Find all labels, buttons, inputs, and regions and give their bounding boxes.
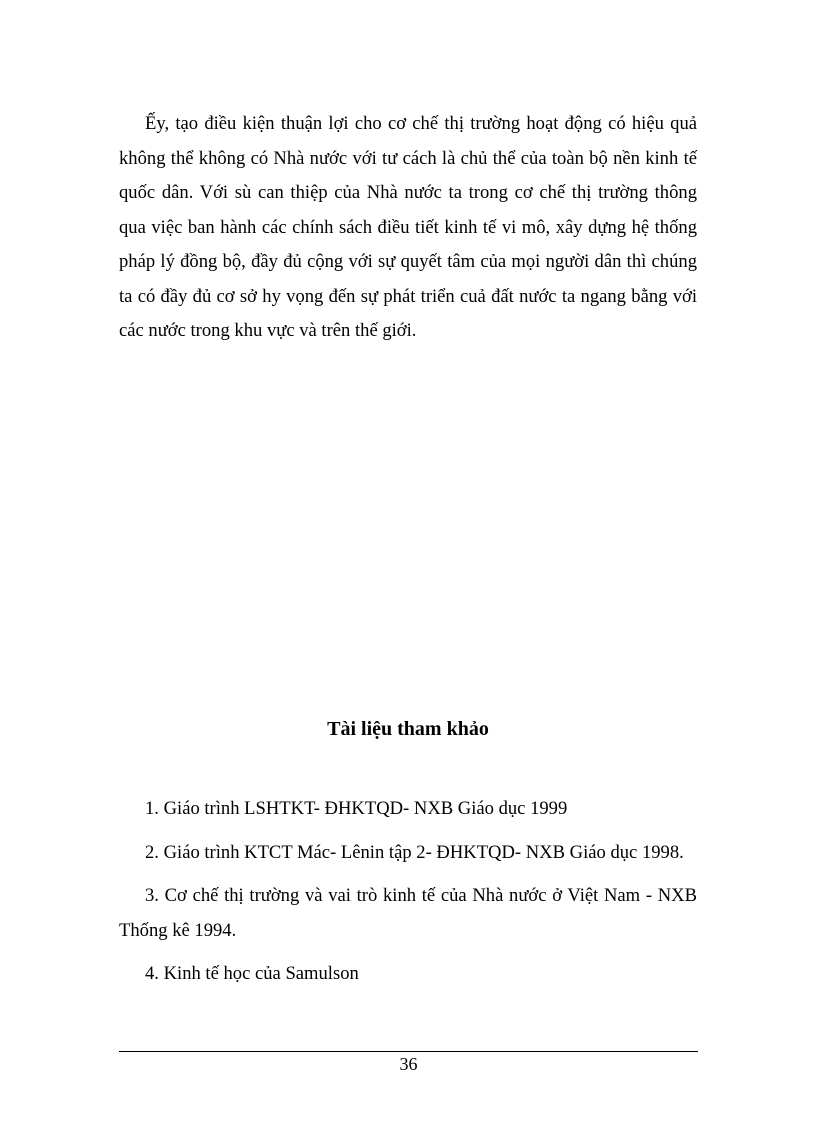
reference-item: 1. Giáo trình LSHTKT- ĐHKTQD- NXB Giáo dục 1999 [145, 798, 568, 819]
body-paragraph: Ếy, tạo điều kiện thuận lợi cho cơ chế thị trường hoạt động có hiệu quả không thể không có Nhà nước với tư cách là chủ thể của toàn bộ nền kinh tế quốc dân. Với sù can thiệp của Nhà nước ta trong cơ chế thị trường thông qua việc ban hành các chính sách điều tiết kinh tế vi mô, xây dựng hệ thống pháp lý đồng bộ, đầy đủ cộng với sự quyết tâm của mọi người dân thì chúng ta có đầy đủ cơ sở hy vọng đến sự phát triển cuả đất nước ta ngang bằng với các nước trong khu vực và trên thế giới. [119, 113, 697, 341]
footer-divider [119, 1051, 698, 1052]
references-heading: Tài liệu tham khảo [327, 718, 489, 740]
reference-item: 4. Kinh tế học của Samulson [145, 963, 359, 984]
references-list [119, 792, 697, 1001]
reference-item: 2. Giáo trình KTCT Mác- Lênin tập 2- ĐHKTQD- NXB Giáo dục 1998. [145, 841, 684, 863]
reference-item: 3. Cơ chế thị trường và vai trò kinh tế của Nhà nước ở Việt Nam - NXB Thống kê 1994. [119, 885, 697, 941]
page-number: 36 [399, 1054, 418, 1074]
